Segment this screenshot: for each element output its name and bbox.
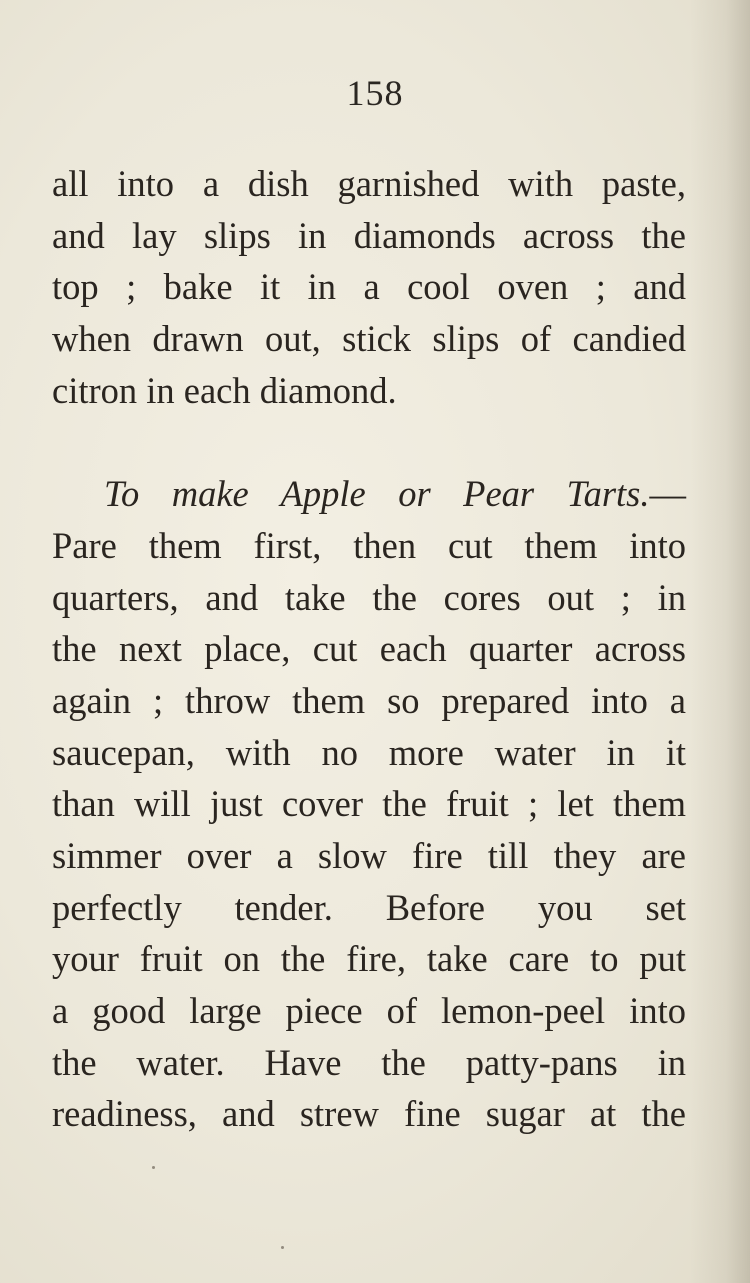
- paper-speck: [281, 1246, 284, 1249]
- paragraph-2: [52, 468, 686, 1140]
- paragraph-1: [52, 158, 686, 416]
- page-number: 158: [346, 73, 404, 113]
- heading-dash: —: [649, 473, 686, 515]
- text-line: when drawn out, stick slips of candied: [52, 318, 686, 360]
- text-line: a good large piece of lemon-peel into: [52, 990, 686, 1031]
- text-line: the water. Have the patty-pans in: [52, 1041, 686, 1083]
- text-line: Pare them first, then cut them into: [52, 524, 686, 566]
- paper-speck: [152, 1166, 155, 1169]
- text-line: your fruit on the fire, take care to put: [52, 938, 686, 980]
- text-line: saucepan, with no more water in it: [52, 731, 686, 773]
- body-text: [52, 158, 686, 1140]
- text-line: again ; throw them so prepared into a: [52, 679, 686, 721]
- text-line: top ; bake it in a cool oven ; and: [52, 266, 686, 308]
- recipe-heading-line: [52, 468, 686, 520]
- text-line: all into a dish garnished with paste,: [52, 163, 686, 204]
- text-line: simmer over a slow fire till they are: [52, 834, 686, 876]
- text-line: and lay slips in diamonds across the: [52, 214, 686, 256]
- text-line: than will just cover the fruit ; let them: [52, 783, 686, 825]
- text-line: perfectly tender. Before you set: [52, 886, 686, 928]
- text-line: quarters, and take the cores out ; in: [52, 576, 686, 618]
- page-edge-shadow: [690, 0, 750, 1283]
- text-line: the next place, cut each quarter across: [52, 628, 686, 670]
- text-line: citron in each diamond.: [52, 369, 397, 411]
- paragraph-gap: [52, 416, 686, 468]
- text-line: readiness, and strew fine sugar at the: [52, 1093, 686, 1135]
- recipe-heading: To make Apple or Pear Tarts.: [104, 473, 650, 515]
